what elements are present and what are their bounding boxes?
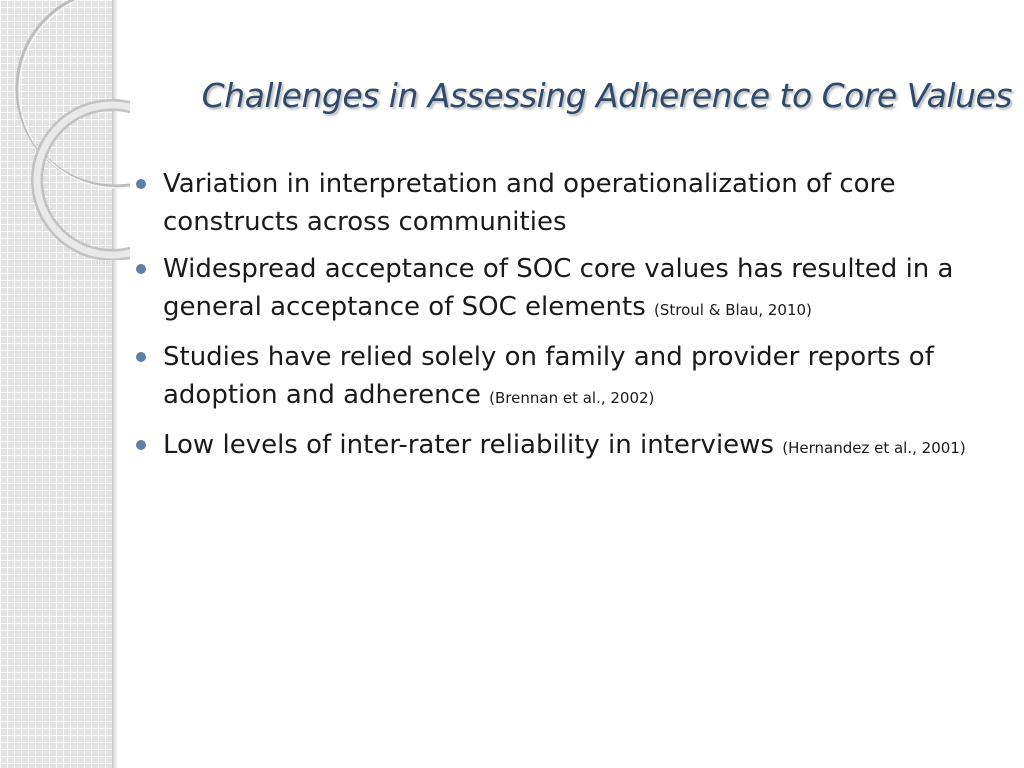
bullet-text: Studies have relied solely on family and provider reports of adoption and adherence — [163, 342, 934, 410]
slide-title: Challenges in Assessing Adherence to Core Values — [201, 76, 1012, 115]
bullet-dot-icon — [136, 352, 146, 362]
large-arc-outline — [17, 0, 130, 186]
bullet-list — [132, 165, 1008, 476]
bullet-dot-icon — [136, 264, 146, 274]
bullet-text: Variation in interpretation and operationalization of core constructs across communities — [163, 169, 896, 237]
bullet-text: Low levels of inter-rater reliability in interviews — [163, 430, 774, 460]
bullet-item — [132, 338, 1008, 417]
bullet-item — [132, 426, 1008, 467]
bullet-citation: (Brennan et al., 2002) — [489, 389, 655, 407]
bullet-item — [132, 165, 1008, 241]
bullet-dot-icon — [136, 440, 146, 450]
bullet-item — [132, 250, 1008, 329]
bullet-citation: (Stroul & Blau, 2010) — [654, 301, 812, 319]
decorative-circles — [0, 0, 130, 260]
bullet-text: Widespread acceptance of SOC core values has resulted in a general acceptance of SOC elements — [163, 254, 954, 322]
bullet-dot-icon — [136, 179, 146, 189]
bullet-citation: (Hernandez et al., 2001) — [782, 439, 966, 457]
